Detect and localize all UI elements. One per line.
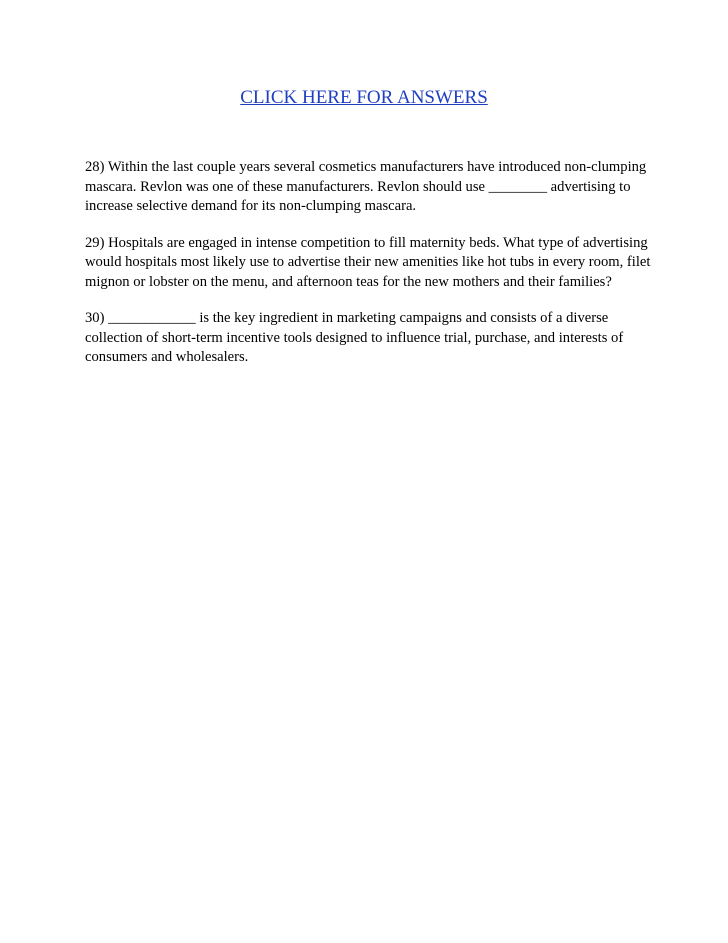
question-line: increase selective demand for its non-clumping mascara. xyxy=(85,198,417,214)
answers-link-row xyxy=(0,86,728,110)
click-here-for-answers-link[interactable]: CLICK HERE FOR ANSWERS xyxy=(240,87,488,108)
question-line: would hospitals most likely use to advertise their new amenities like hot tubs in every room, filet xyxy=(85,254,651,270)
question-line: 28) Within the last couple years several cosmetics manufacturers have introduced non-clumping xyxy=(85,159,647,175)
question-line: mascara. Revlon was one of these manufacturers. Revlon should use ________ advertising to xyxy=(85,178,631,195)
question-28 xyxy=(85,158,645,217)
questions-list xyxy=(85,158,651,385)
question-29 xyxy=(85,234,651,293)
question-line: collection of short-term incentive tools designed to influence trial, purchase, and interests of xyxy=(85,329,624,346)
question-line: consumers and wholesalers. xyxy=(85,349,249,365)
question-line: 29) Hospitals are engaged in intense competition to fill maternity beds. What type of advertising xyxy=(85,234,648,251)
question-line: mignon or lobster on the menu, and afternoon teas for the new mothers and their families? xyxy=(85,273,612,290)
question-30 xyxy=(85,309,645,368)
question-line: 30) ____________ is the key ingredient in marketing campaigns and consists of a diverse xyxy=(85,310,609,326)
